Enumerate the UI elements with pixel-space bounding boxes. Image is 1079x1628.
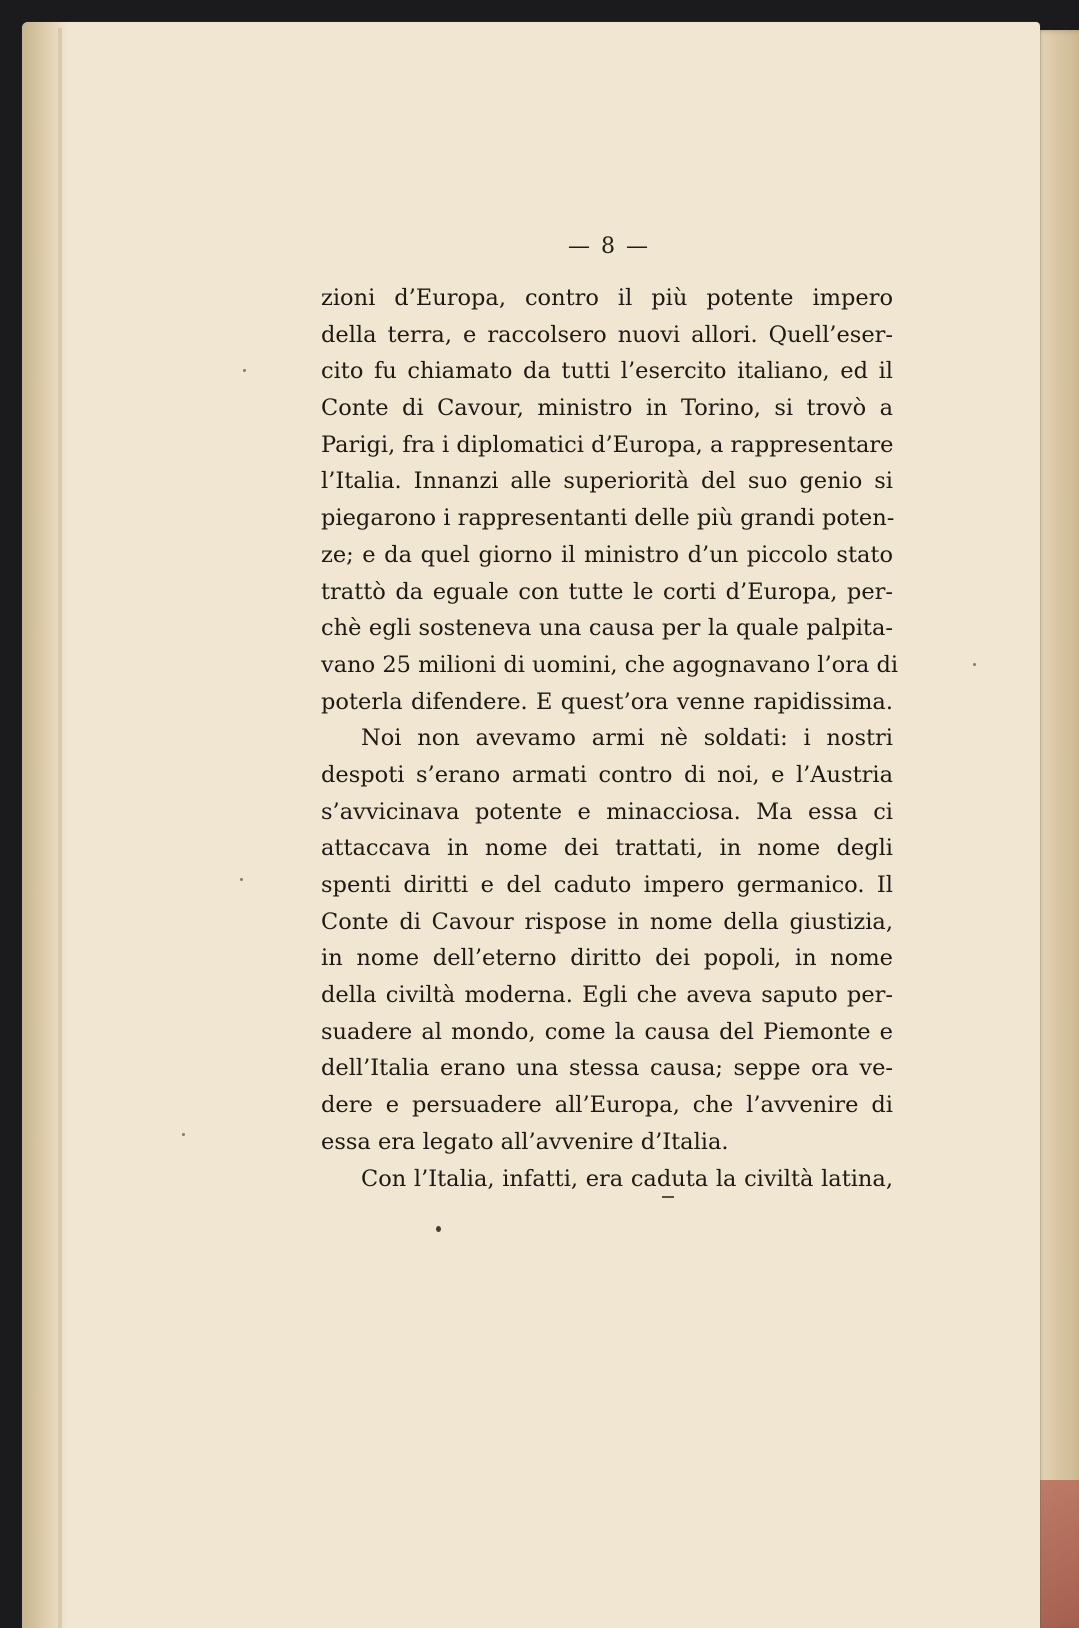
text-line: suadere al mondo, come la causa del Piemonte e xyxy=(321,1018,893,1045)
text-line: Conte di Cavour rispose in nome della giustizia, xyxy=(321,908,893,935)
text-line: dell’Italia erano una stessa causa; seppe ora ve- xyxy=(321,1055,893,1082)
book-back-edge xyxy=(1035,30,1079,1628)
body-text xyxy=(321,280,899,1197)
paper-speck xyxy=(243,369,246,372)
paper-speck xyxy=(240,878,243,881)
text-line: spenti diritti e del caduto impero germanico. Il xyxy=(321,872,893,898)
text-line: despoti s’erano armati contro di noi, e l’Austria xyxy=(321,761,893,788)
text-line: Parigi, fra i diplomatici d’Europa, a rappresentare xyxy=(321,431,894,458)
text-line: in nome dell’eterno diritto dei popoli, in nome xyxy=(321,945,893,972)
text-line-indented: Con l’Italia, infatti, era caduta la civiltà latina, xyxy=(361,1165,893,1192)
text-line: vano 25 milioni di uomini, che agognavano l’ora di xyxy=(321,651,899,678)
text-line: della civiltà moderna. Egli che aveva saputo per- xyxy=(321,982,893,1009)
text-line-indented: Noi non avevamo armi nè soldati: i nostri xyxy=(361,725,893,752)
text-line: attaccava in nome dei trattati, in nome degli xyxy=(321,835,893,862)
text-line: chè egli sosteneva una causa per la quale palpita- xyxy=(321,615,893,642)
text-line: l’Italia. Innanzi alle superiorità del suo genio si xyxy=(321,468,893,495)
printer-mark-dash xyxy=(662,1196,674,1198)
text-line: cito fu chiamato da tutti l’esercito italiano, ed il xyxy=(321,358,893,385)
page-number: — 8 — xyxy=(568,234,650,259)
text-line: della terra, e raccolsero nuovi allori. Quell’eser- xyxy=(321,321,893,348)
page-fold-line xyxy=(58,28,62,1628)
text-line: dere e persuadere all’Europa, che l’avvenire di xyxy=(321,1092,893,1119)
paper-speck xyxy=(973,663,976,666)
text-line: piegarono i rappresentanti delle più grandi poten- xyxy=(321,505,895,532)
printer-mark-dot xyxy=(436,1226,441,1232)
text-line: zioni d’Europa, contro il più potente impero xyxy=(321,285,893,311)
text-line: trattò da eguale con tutte le corti d’Europa, per- xyxy=(321,578,893,605)
text-line: s’avvicinava potente e minacciosa. Ma essa ci xyxy=(321,798,893,825)
paper-speck xyxy=(182,1133,185,1136)
text-line: ze; e da quel giorno il ministro d’un piccolo stato xyxy=(321,541,893,568)
text-line: essa era legato all’avvenire d’Italia. xyxy=(321,1128,729,1155)
text-line: poterla difendere. E quest’ora venne rapidissima. xyxy=(321,688,893,715)
text-line: Conte di Cavour, ministro in Torino, si trovò a xyxy=(321,395,893,422)
binding-red-strip xyxy=(1039,1480,1079,1628)
